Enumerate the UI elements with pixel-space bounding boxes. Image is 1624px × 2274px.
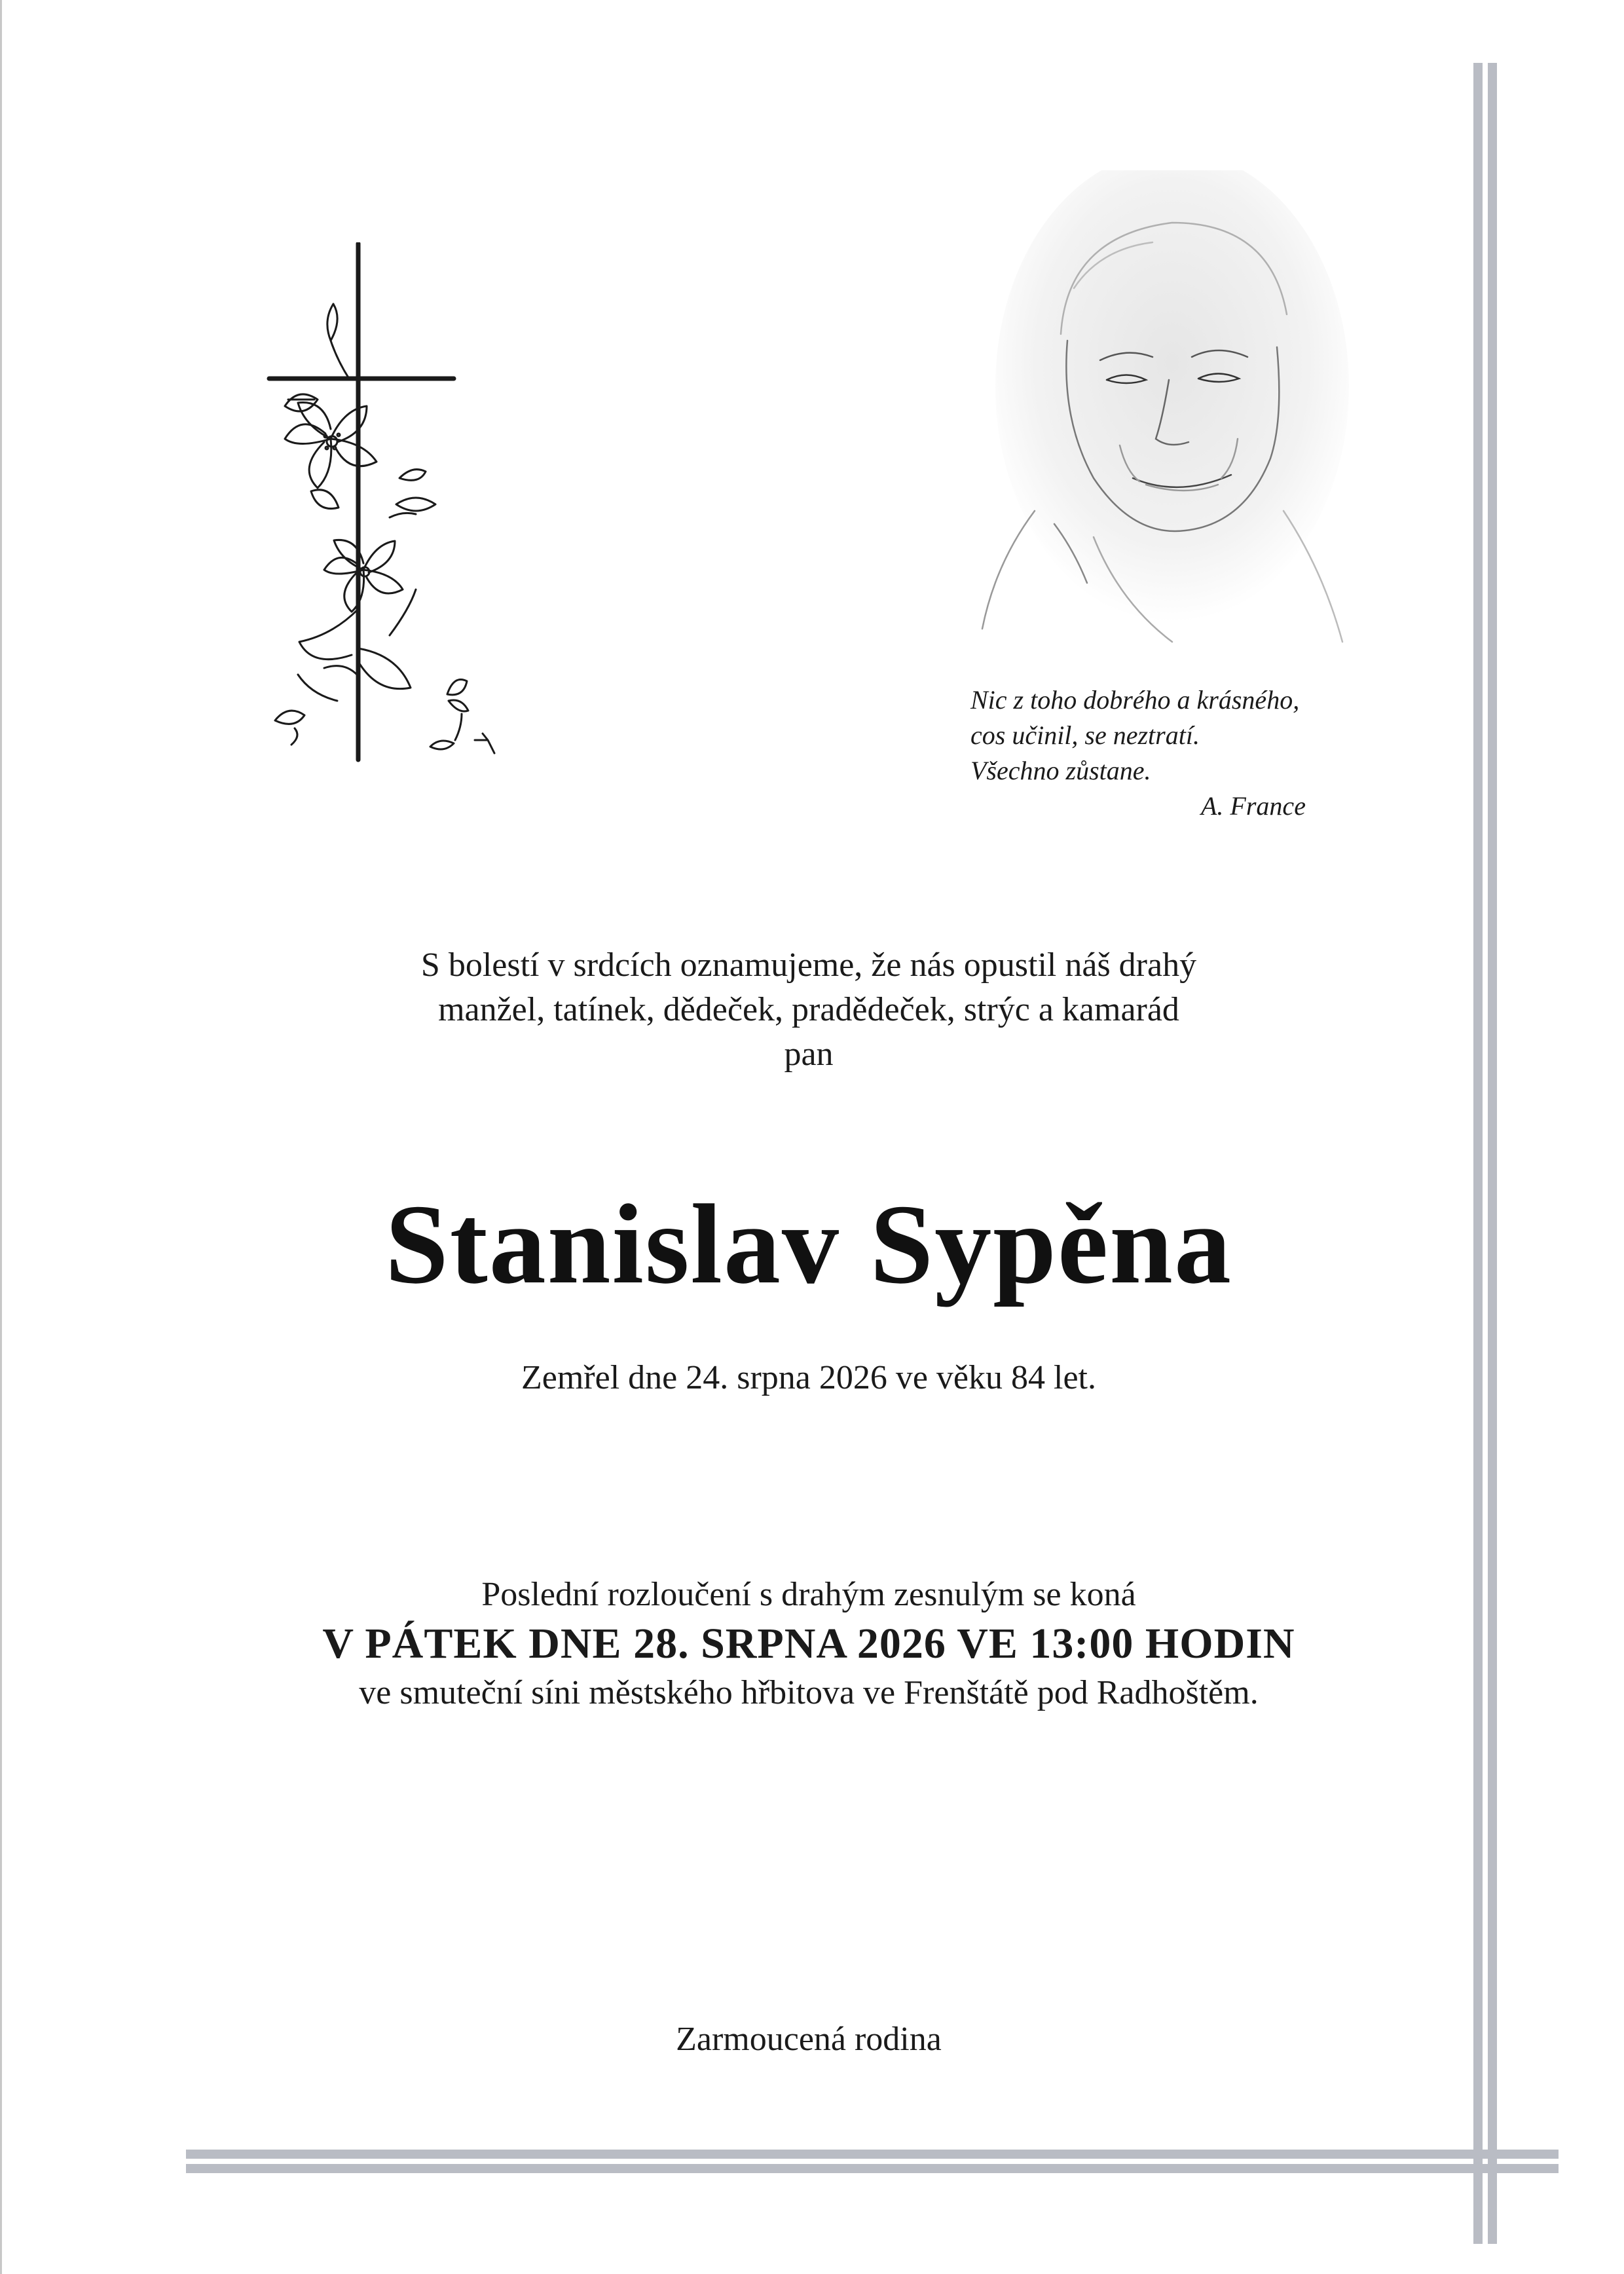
quote-line: Všechno zůstane. [970,756,1151,785]
right-border-bar [1473,63,1483,2244]
funeral-datetime: V PÁTEK DNE 28. SRPNA 2026 VE 13:00 HODIN [322,1620,1295,1668]
right-border-bar-inner [1488,63,1497,2244]
memorial-quote [970,682,1429,824]
family-signature-text: Zarmoucená rodina [676,2021,942,2058]
death-date [0,1356,1617,1400]
funeral-info [0,1572,1617,1716]
scan-edge [0,0,2,2274]
funeral-intro: Poslední rozloučení s drahým zesnulým se koná [481,1576,1136,1613]
family-signature [0,2017,1617,2062]
deceased-name [0,1179,1617,1310]
quote-line: cos učinil, se neztratí. [970,720,1200,750]
announcement-line: manžel, tatínek, dědeček, pradědeček, strýc a kamarád [438,991,1179,1028]
bottom-border-bar [186,2150,1559,2159]
bottom-border-bar-inner [186,2164,1559,2173]
deceased-name-text: Stanislav Sypěna [385,1181,1232,1307]
portrait-sketch [976,170,1356,668]
announcement [0,943,1617,1077]
quote-author: A. France [1201,791,1306,821]
announcement-line: S bolestí v srdcích oznamujeme, že nás opustil náš drahý [420,946,1197,984]
quote-line: Nic z toho dobrého a krásného, [970,685,1300,715]
cross-with-flowers-icon [259,242,521,766]
announcement-line: pan [784,1035,834,1073]
funeral-location: ve smuteční síni městského hřbitova ve Frenštátě pod Radhoštěm. [359,1674,1259,1711]
death-date-text: Zemřel dne 24. srpna 2026 ve věku 84 let. [521,1359,1096,1396]
